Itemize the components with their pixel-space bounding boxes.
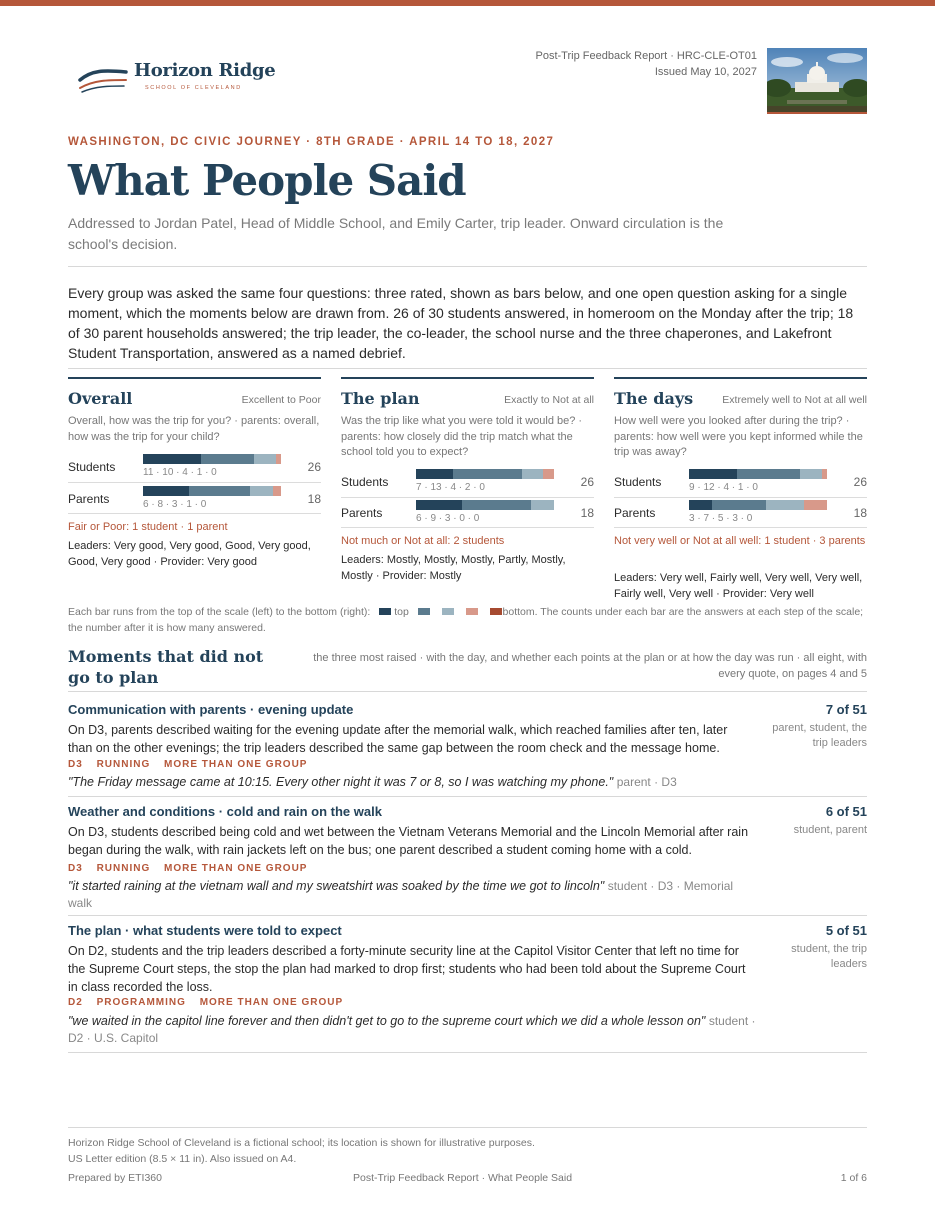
divider: [68, 915, 867, 916]
row-n: 18: [580, 506, 594, 520]
bar-segment: [201, 454, 254, 464]
moment-title: The plan · what students were told to expect: [68, 923, 342, 938]
quote-text: "it started raining at the vietnam wall and my sweatshirt was soaked by the time we got to lincoln": [68, 879, 605, 893]
footer-divider: [68, 1127, 867, 1128]
page-subtitle: Addressed to Jordan Patel, Head of Middle School, and Emily Carter, trip leader. Onward circulation is the school's decision.: [68, 215, 724, 252]
bar-segment: [800, 469, 821, 479]
panel-question: How well were you looked after during the trip? · parents: how well were you kept informed while the trip was away?: [614, 415, 863, 458]
moment-title: Weather and conditions · cold and rain on the walk: [68, 804, 382, 819]
panel-flag: Fair or Poor: 1 student · 1 parent: [68, 521, 228, 533]
quote-text: "we waited in the capitol line forever and then didn't get to go to the supreme court which we did a whole lesson on": [68, 1014, 706, 1028]
bar-segment: [276, 454, 281, 464]
logo-subtitle: SCHOOL OF CLEVELAND: [145, 85, 242, 91]
stacked-bar: [143, 454, 281, 464]
moments-description: the three most raised · with the day, and whether each points at the plan or at how the day was run · all eight, with every quote, on pages 4 and 5: [313, 652, 867, 680]
legend-swatch-5: [490, 608, 502, 615]
moment-body: On D2, students and the trip leaders described a forty-minute security line at the Capitol Visitor Center that left no time for the Supreme Court steps, the stop the plan had marked to drop first; students who had been told about the Supreme Court in class recorded the loss.: [68, 944, 746, 994]
capitol-building-icon: [767, 48, 867, 114]
panel-the-days: [614, 377, 867, 600]
bar-segment: [522, 469, 543, 479]
report-meta: [536, 48, 758, 80]
row-label: Parents: [68, 492, 110, 506]
row-counts: 6 · 9 · 3 · 0 · 0: [416, 513, 480, 524]
bar-segment: [416, 500, 462, 510]
panel-title: The plan: [341, 389, 420, 408]
bar-segment: [689, 469, 737, 479]
panel-title: The days: [614, 389, 694, 408]
trip-kicker: WASHINGTON, DC CIVIC JOURNEY · 8TH GRADE · APRIL 14 TO 18, 2027: [68, 136, 555, 148]
tag-day: D3: [68, 863, 83, 874]
divider: [68, 796, 867, 797]
moment-tags: [68, 863, 317, 874]
footer-title: Post-Trip Feedback Report · What People Said: [353, 1172, 573, 1184]
row-counts: 11 · 10 · 4 · 1 · 0: [143, 467, 217, 478]
stacked-bar: [689, 469, 827, 479]
page-number: 1 of 6: [840, 1172, 867, 1184]
legend-top: top: [394, 606, 409, 618]
panel-leaders: Leaders: Very well, Fairly well, Very well, Very well, Fairly well, Very well · Provider: Very well: [614, 572, 863, 600]
bar-segment: [531, 500, 554, 510]
legend-lead: Each bar runs from the top of the scale (left) to the bottom (right):: [68, 606, 371, 618]
tag-scope: MORE THAN ONE GROUP: [164, 863, 308, 874]
bar-segment: [543, 469, 554, 479]
row-n: 18: [853, 506, 867, 520]
footer-note-fictional: Horizon Ridge School of Cleveland is a fictional school; its location is shown for illustrative purposes.: [68, 1137, 535, 1149]
moment-quote: [68, 878, 758, 912]
panel-flag: Not very well or Not at all well: 1 student · 3 parents: [614, 535, 866, 547]
divider: [68, 1052, 867, 1053]
panel-leaders: Leaders: Very good, Very good, Good, Very good, Good, Very good · Provider: Very good: [68, 540, 311, 568]
footer-note-edition: US Letter edition (8.5 × 11 in). Also issued on A4.: [68, 1152, 297, 1165]
legend-swatch-3: [442, 608, 454, 615]
legend-swatch-2: [418, 608, 430, 615]
row-counts: 9 · 12 · 4 · 1 · 0: [689, 482, 758, 493]
row-divider: [68, 482, 321, 483]
issued-date: Issued May 10, 2027: [654, 66, 757, 78]
moment-quote: [68, 1013, 758, 1047]
panel-scale: Extremely well to Not at all well: [722, 394, 867, 406]
panel-overall: [68, 377, 321, 568]
logo-wave-icon: [78, 66, 128, 94]
row-n: 26: [580, 475, 594, 489]
school-logo: [78, 58, 278, 98]
intro-paragraph: Every group was asked the same four questions: three rated, shown as bars below, and one open question asking for a single moment, which the moments below are drawn from. 26 of 30 students answered, in homeroom on the Monday after the trip; 18 of 30 parent households answered; the trip leader, the co-leader, the school nurse and the three chaperones, and Lakefront Student Transportation, answered as a named debrief.: [68, 285, 854, 361]
bar-segment: [766, 500, 804, 510]
panel-the-plan: [341, 377, 594, 582]
bar-segment: [189, 486, 250, 496]
bar-row-parents: [341, 500, 594, 530]
tag-type: PROGRAMMING: [96, 997, 186, 1008]
row-divider: [614, 497, 867, 498]
page-title: What People Said: [68, 156, 466, 205]
bar-segment: [453, 469, 522, 479]
capitol-photo: [767, 48, 867, 114]
tag-scope: MORE THAN ONE GROUP: [164, 759, 308, 770]
page-header: [68, 44, 867, 118]
row-counts: 6 · 8 · 3 · 1 · 0: [143, 499, 207, 510]
bar-segment: [250, 486, 273, 496]
tag-day: D2: [68, 997, 83, 1008]
legend-swatch-4: [466, 608, 478, 615]
moments-heading: Moments that did not go to plan: [68, 647, 264, 687]
bar-segment: [822, 469, 827, 479]
moment-count: 7 of 51: [825, 702, 867, 717]
moment-who: student, parent: [793, 824, 867, 836]
row-divider: [68, 513, 321, 514]
panel-leaders: Leaders: Mostly, Mostly, Mostly, Partly, Mostly, Mostly · Provider: Mostly: [341, 554, 566, 582]
bar-row-students: [68, 454, 321, 484]
bar-segment: [254, 454, 275, 464]
bar-segment: [462, 500, 531, 510]
panel-flag: Not much or Not at all: 2 students: [341, 535, 505, 547]
quote-source: student · D2 · U.S. Capitol: [68, 1014, 756, 1045]
bar-legend: [68, 604, 868, 636]
stacked-bar: [416, 469, 554, 479]
panel-scale: Excellent to Poor: [241, 394, 321, 406]
row-label: Students: [68, 460, 116, 474]
row-n: 26: [307, 460, 321, 474]
row-label: Students: [614, 475, 662, 489]
row-divider: [341, 527, 594, 528]
panel-title: Overall: [68, 389, 133, 408]
legend-bottom: bottom.: [502, 606, 538, 618]
moment-title: Communication with parents · evening update: [68, 702, 354, 717]
legend-tail: The counts under each bar are the answers at each step of the scale; the number after it is how many answered.: [68, 606, 864, 634]
bar-segment: [143, 454, 201, 464]
tag-day: D3: [68, 759, 83, 770]
row-label: Students: [341, 475, 389, 489]
row-counts: 7 · 13 · 4 · 2 · 0: [416, 482, 485, 493]
panel-scale: Exactly to Not at all: [504, 394, 594, 406]
bar-segment: [416, 469, 453, 479]
report-id: Post-Trip Feedback Report · HRC-CLE-OT01: [535, 50, 757, 62]
stacked-bar: [143, 486, 281, 496]
tag-type: RUNNING: [96, 759, 151, 770]
divider: [68, 266, 867, 267]
bar-segment: [689, 500, 712, 510]
stacked-bar: [416, 500, 554, 510]
quote-source: parent · D3: [616, 775, 677, 789]
bar-row-students: [341, 469, 594, 499]
moment-body: On D3, parents described waiting for the evening update after the memorial walk, which reached families after ten, later than on the other evenings; the trip leaders described the same gap between the room check and the message home.: [68, 723, 728, 755]
stacked-bar: [689, 500, 827, 510]
top-accent-bar: [0, 0, 935, 6]
row-n: 26: [853, 475, 867, 489]
moment-who: parent, student, the trip leaders: [772, 722, 867, 749]
divider: [68, 368, 867, 369]
moment-tags: [68, 997, 353, 1008]
bar-segment: [737, 469, 801, 479]
moment-count: 6 of 51: [825, 804, 867, 819]
logo-name: Horizon Ridge: [134, 60, 276, 81]
moment-quote: [68, 774, 758, 791]
footer-prepared-by: Prepared by ETI360: [68, 1172, 162, 1184]
bar-row-parents: [68, 486, 321, 516]
tag-scope: MORE THAN ONE GROUP: [199, 997, 344, 1008]
bar-segment: [712, 500, 766, 510]
bar-segment: [273, 486, 281, 496]
bar-segment: [804, 500, 827, 510]
row-counts: 3 · 7 · 5 · 3 · 0: [689, 513, 753, 524]
row-n: 18: [307, 492, 321, 506]
bar-row-students: [614, 469, 867, 499]
tag-type: RUNNING: [96, 863, 151, 874]
moment-tags: [68, 759, 317, 770]
row-label: Parents: [341, 506, 383, 520]
quote-text: "The Friday message came at 10:15. Every other night it was 7 or 8, so I was watching my phone.": [68, 775, 614, 789]
moment-body: On D3, students described being cold and wet between the Vietnam Veterans Memorial and the Lincoln Memorial after rain began during the walk, with rain jackets left on the bus; one parent described a student coming home with a cold.: [68, 825, 749, 857]
quote-source: student · D3 · Memorial walk: [68, 879, 734, 910]
panel-question: Was the trip like what you were told it would be? · parents: how closely did the trip match what the school told you to expect?: [341, 415, 583, 458]
bar-row-parents: [614, 500, 867, 530]
panel-question: Overall, how was the trip for you? · parents: overall, how was the trip for your child?: [68, 415, 320, 443]
legend-swatch-1: [379, 608, 391, 615]
moment-count: 5 of 51: [825, 923, 867, 938]
row-label: Parents: [614, 506, 656, 520]
moment-who: student, the trip leaders: [791, 943, 867, 970]
row-divider: [614, 527, 867, 528]
divider: [68, 691, 867, 692]
footer-notes: [68, 1136, 535, 1167]
row-divider: [341, 497, 594, 498]
bar-segment: [143, 486, 189, 496]
